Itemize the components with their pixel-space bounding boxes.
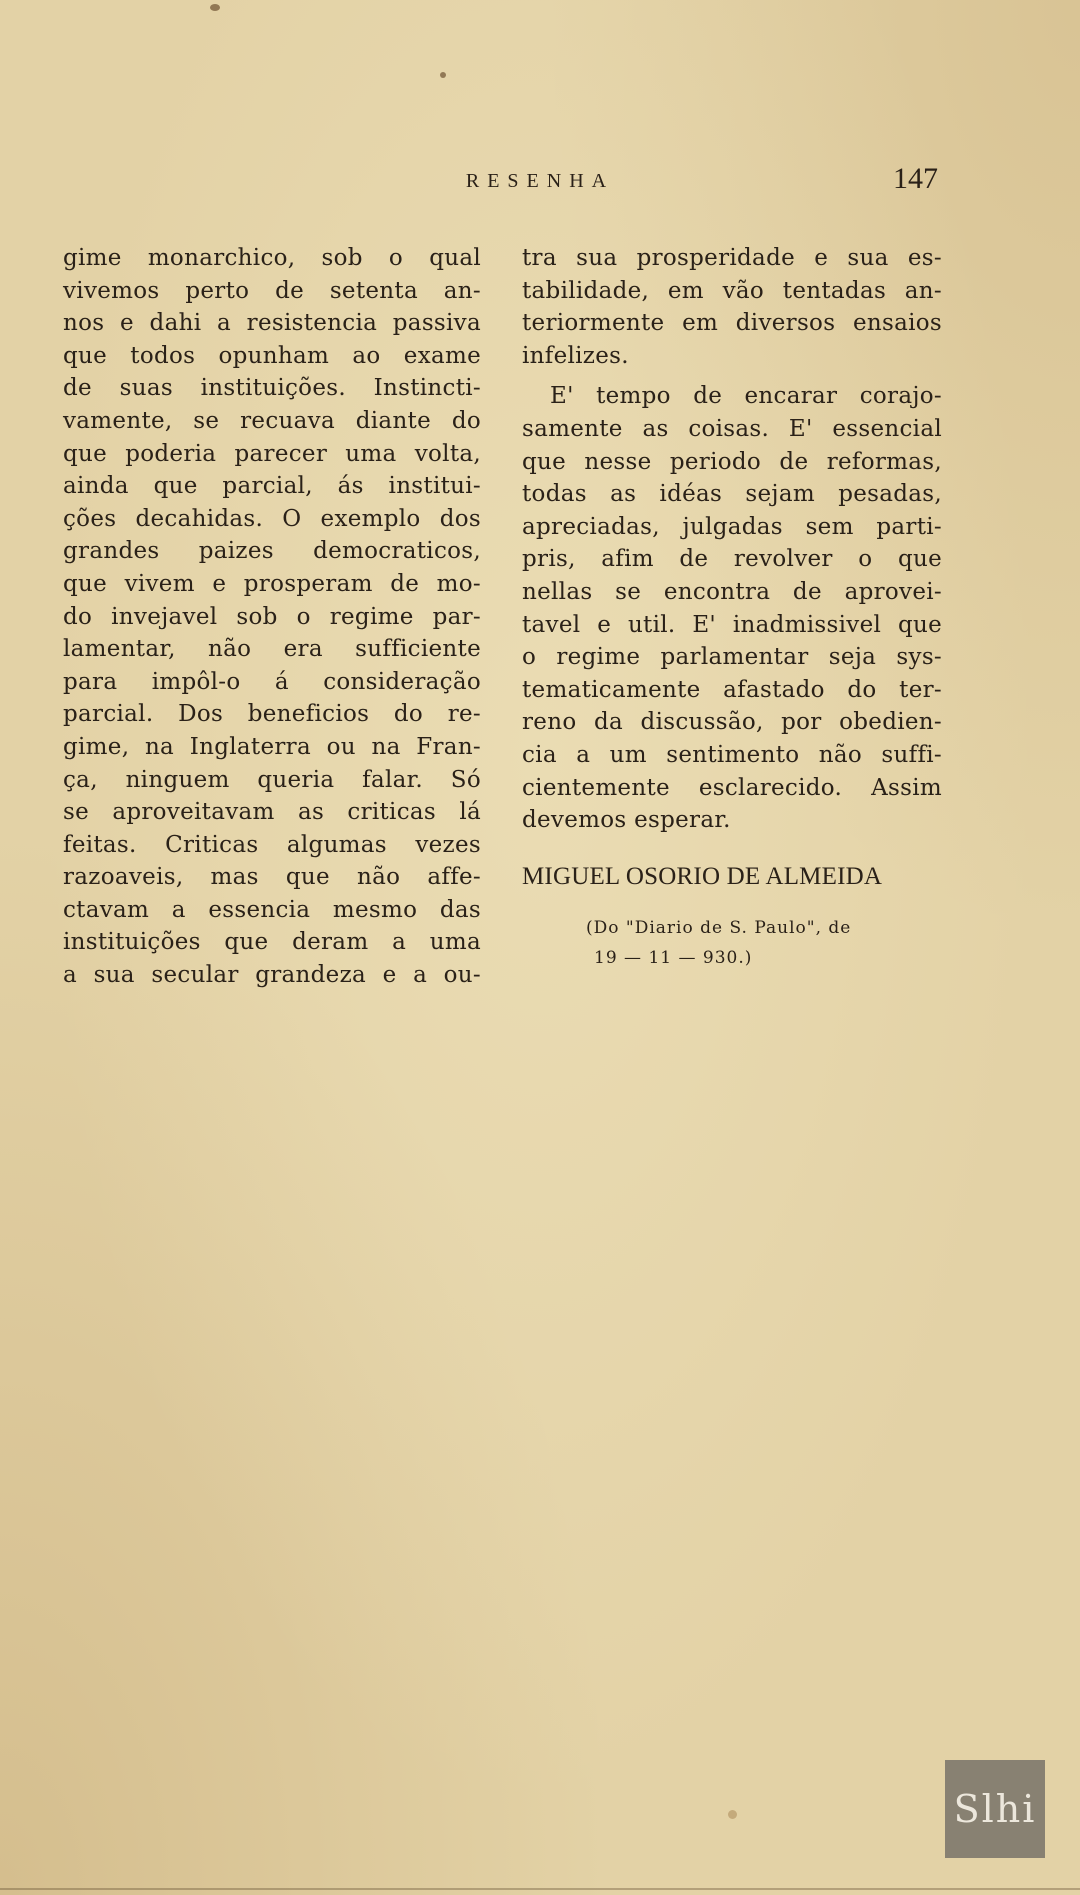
text-line: ainda que parcial, ás institui- [63,473,481,500]
text-line: devemos esperar. [522,807,731,834]
text-line: infelizes. [522,342,629,369]
text-line: tavel e util. E' inadmissivel que [522,611,942,638]
text-line: que poderia parecer uma volta, [63,440,481,467]
page-number: 147 [893,162,938,195]
paper-speck [728,1810,737,1819]
text-line: que vivem e prosperam de mo- [63,570,481,597]
text-line: samente as coisas. E' essencial [522,415,942,442]
text-line: todas as idéas sejam pesadas, [522,481,942,508]
text-line: vamente, se recuava diante do [63,407,481,434]
text-line: nellas se encontra de aprovei- [522,578,942,605]
text-line: a sua secular grandeza e a ou- [63,962,481,989]
text-line: instituições que deram a uma [63,929,481,956]
text-line: feitas. Criticas algumas vezes [63,831,481,858]
left-column [63,242,481,992]
text-line: que todos opunham ao exame [63,342,481,369]
text-line: nos e dahi a resistencia passiva [63,310,481,337]
text-line: parcial. Dos beneficios do re- [63,701,481,728]
text-line: ça, ninguem queria falar. Só [63,766,481,793]
right-column [522,242,942,973]
text-line: ções decahidas. O exemplo dos [63,505,481,532]
text-line: vivemos perto de setenta an- [63,277,481,304]
text-line: gime, na Inglaterra ou na Fran- [63,733,481,760]
text-line: lamentar, não era sufficiente [63,636,481,663]
text-line: razoaveis, mas que não affe- [63,864,481,891]
text-line: pris, afim de revolver o que [522,546,942,573]
text-line: apreciadas, julgadas sem parti- [522,513,942,540]
text-line: reno da discussão, por obedien- [522,709,942,736]
running-header: RESENHA [465,170,615,192]
author-signature: MIGUEL OSORIO DE ALMEIDA [522,862,883,890]
text-line: tematicamente afastado do ter- [522,676,942,703]
text-line: o regime parlamentar seja sys- [522,644,942,671]
paper-speck [210,4,220,11]
paper-speck [440,72,446,78]
text-line: que nesse periodo de reformas, [522,448,942,475]
text-line: se aproveitavam as criticas lá [63,799,481,826]
text-line: do invejavel sob o regime par- [63,603,481,630]
text-line: cientemente esclarecido. Assim [522,774,942,801]
text-line: ctavam a essencia mesmo das [63,896,481,923]
text-line: de suas instituições. Instincti- [63,375,481,402]
paragraph [522,380,942,836]
text-line: grandes paizes democraticos, [63,538,481,565]
text-line: para impôl-o á consideração [63,668,481,695]
text-line: gime monarchico, sob o qual [63,245,481,271]
source-line: 19 — 11 — 930.) [594,948,753,969]
paragraph-gap [522,372,942,380]
text-line: E' tempo de encarar corajo- [550,383,942,410]
text-line: cia a um sentimento não suffi- [522,741,942,768]
source-line: (Do "Diario de S. Paulo", de [586,918,852,939]
paragraph [522,242,942,372]
text-line: tra sua prosperidade e sua es- [522,245,942,271]
slhi-logo: Slhi [945,1760,1045,1858]
text-line: tabilidade, em vão tentadas an- [522,277,942,304]
source-citation [522,913,942,973]
text-line: teriormente em diversos ensaios [522,310,942,337]
bottom-edge [0,1888,1080,1890]
